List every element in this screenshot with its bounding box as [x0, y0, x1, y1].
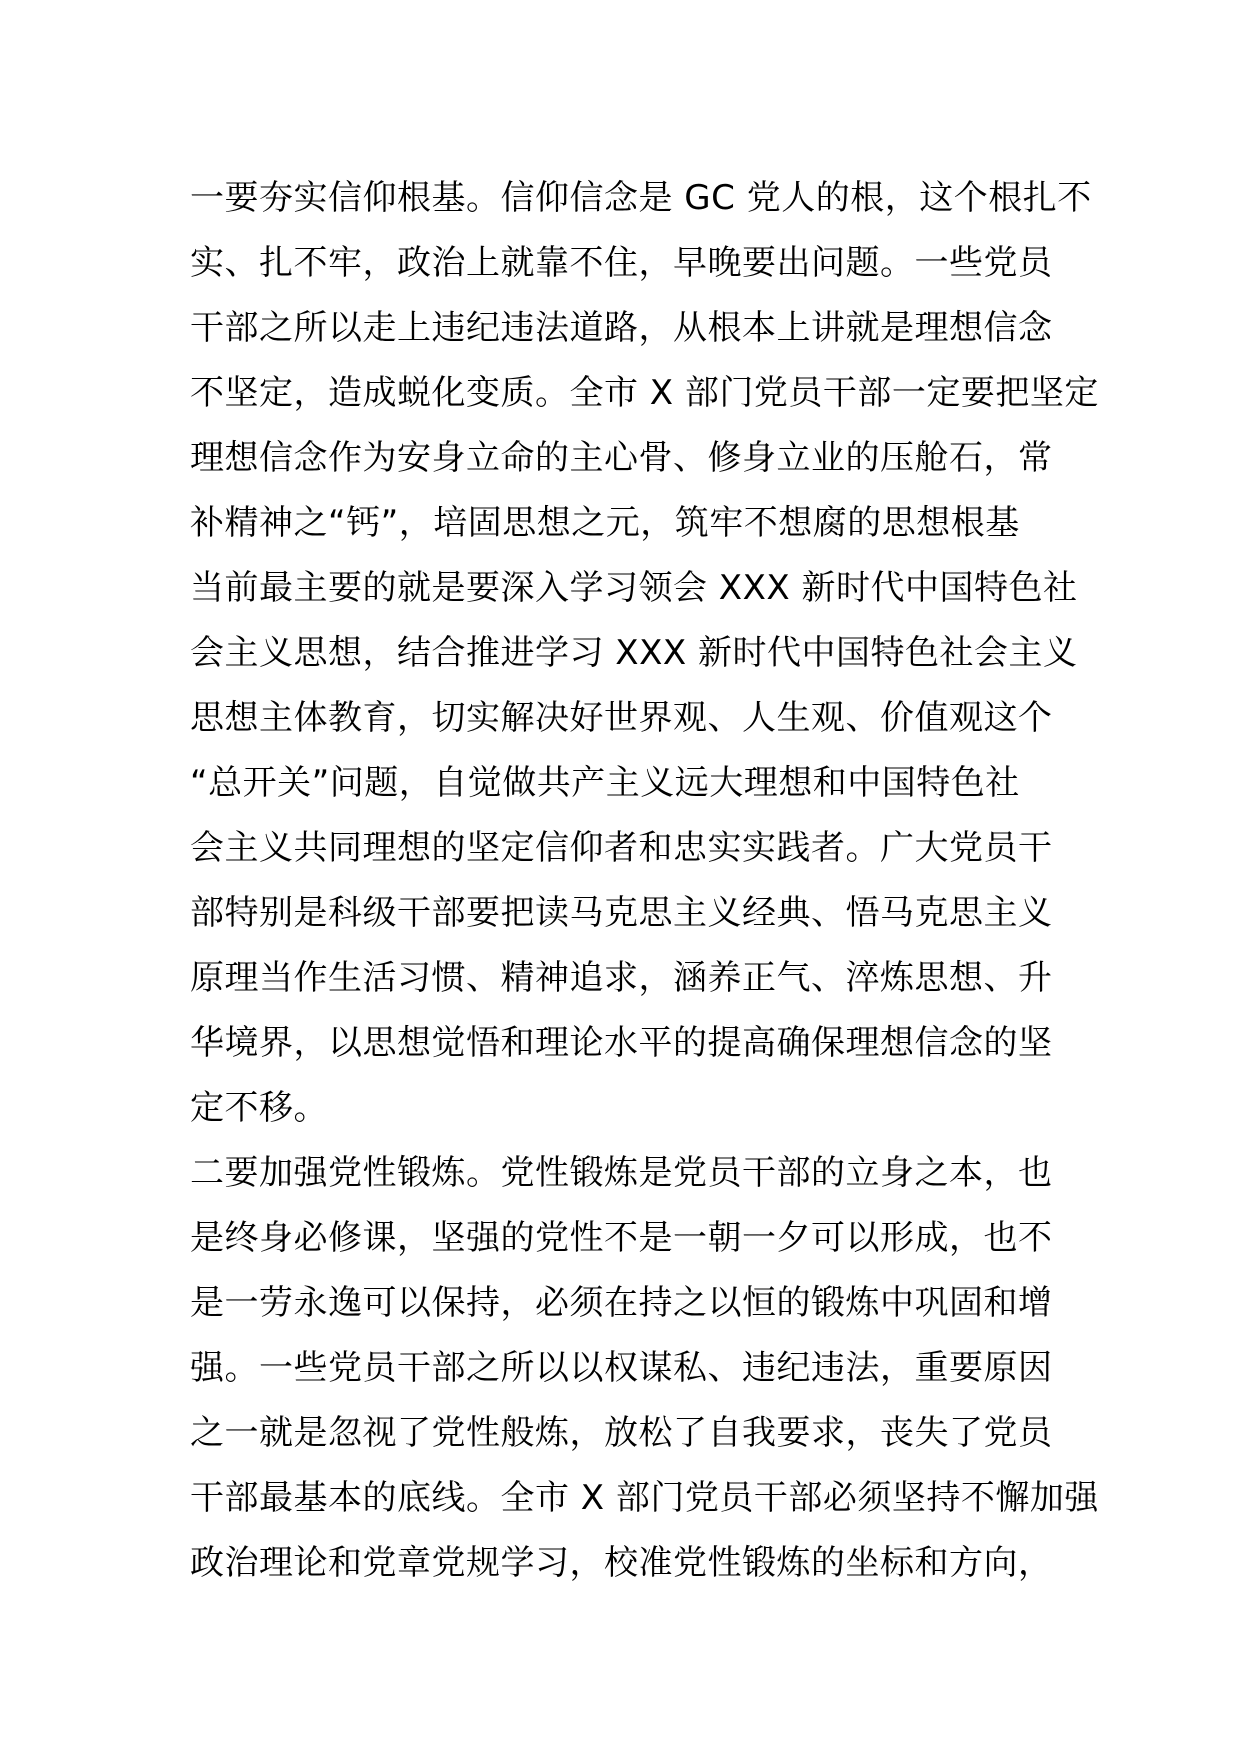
- text-line: 之一就是忽视了党性般炼，放松了自我要求，丧失了党员: [190, 1413, 1053, 1453]
- text-line: “总开关”问题，自觉做共产主义远大理想和中国特色社: [190, 763, 1020, 803]
- text-line: 原理当作生活习惯、精神追求，涵养正气、淬炼思想、升: [190, 958, 1053, 998]
- text-line: 政治理论和党章党规学习，校准党性锻炼的坐标和方向，: [190, 1543, 1053, 1583]
- text-line: 定不移。: [190, 1088, 328, 1128]
- document-body: [190, 166, 1099, 1596]
- text-line: 部特别是科级干部要把读马克思主义经典、悟马克思主义: [190, 893, 1053, 933]
- text-line: 思想主体教育，切实解决好世界观、人生观、价值观这个: [190, 698, 1053, 738]
- text-line: 是一劳永逸可以保持，必须在持之以恒的锻炼中巩固和增: [190, 1283, 1053, 1323]
- text-line: 会主义共同理想的坚定信仰者和忠实实践者。广大党员干: [190, 828, 1053, 868]
- text-line: 不坚定，造成蜕化变质。全市 X 部门党员干部一定要把坚定: [190, 373, 1099, 413]
- text-line: 干部之所以走上违纪违法道路，从根本上讲就是理想信念: [190, 308, 1053, 348]
- text-line: 会主义思想，结合推进学习 XXX 新时代中国特色社会主义: [190, 633, 1078, 673]
- text-line: 二要加强党性锻炼。党性锻炼是党员干部的立身之本，也: [190, 1153, 1053, 1193]
- text-line: 一要夯实信仰根基。信仰信念是 GC 党人的根，这个根扎不: [190, 178, 1092, 218]
- text-line: 补精神之“钙”，培固思想之元，筑牢不想腐的思想根基: [190, 503, 1020, 543]
- text-line: 是终身必修课，坚强的党性不是一朝一夕可以形成，也不: [190, 1218, 1053, 1258]
- text-line: 当前最主要的就是要深入学习领会 XXX 新时代中国特色社: [190, 568, 1078, 608]
- paragraph-faith: [190, 166, 1099, 1141]
- text-line: 华境界，以思想觉悟和理论水平的提高确保理想信念的坚: [190, 1023, 1053, 1063]
- text-line: 干部最基本的底线。全市 X 部门党员干部必须坚持不懈加强: [190, 1478, 1099, 1518]
- text-line: 实、扎不牢，政治上就靠不住，早晚要出问题。一些党员: [190, 243, 1053, 283]
- text-line: 理想信念作为安身立命的主心骨、修身立业的压舱石，常: [190, 438, 1053, 478]
- text-line: 强。一些党员干部之所以以权谋私、违纪违法，重要原因: [190, 1348, 1053, 1388]
- paragraph-party-spirit: [190, 1141, 1099, 1596]
